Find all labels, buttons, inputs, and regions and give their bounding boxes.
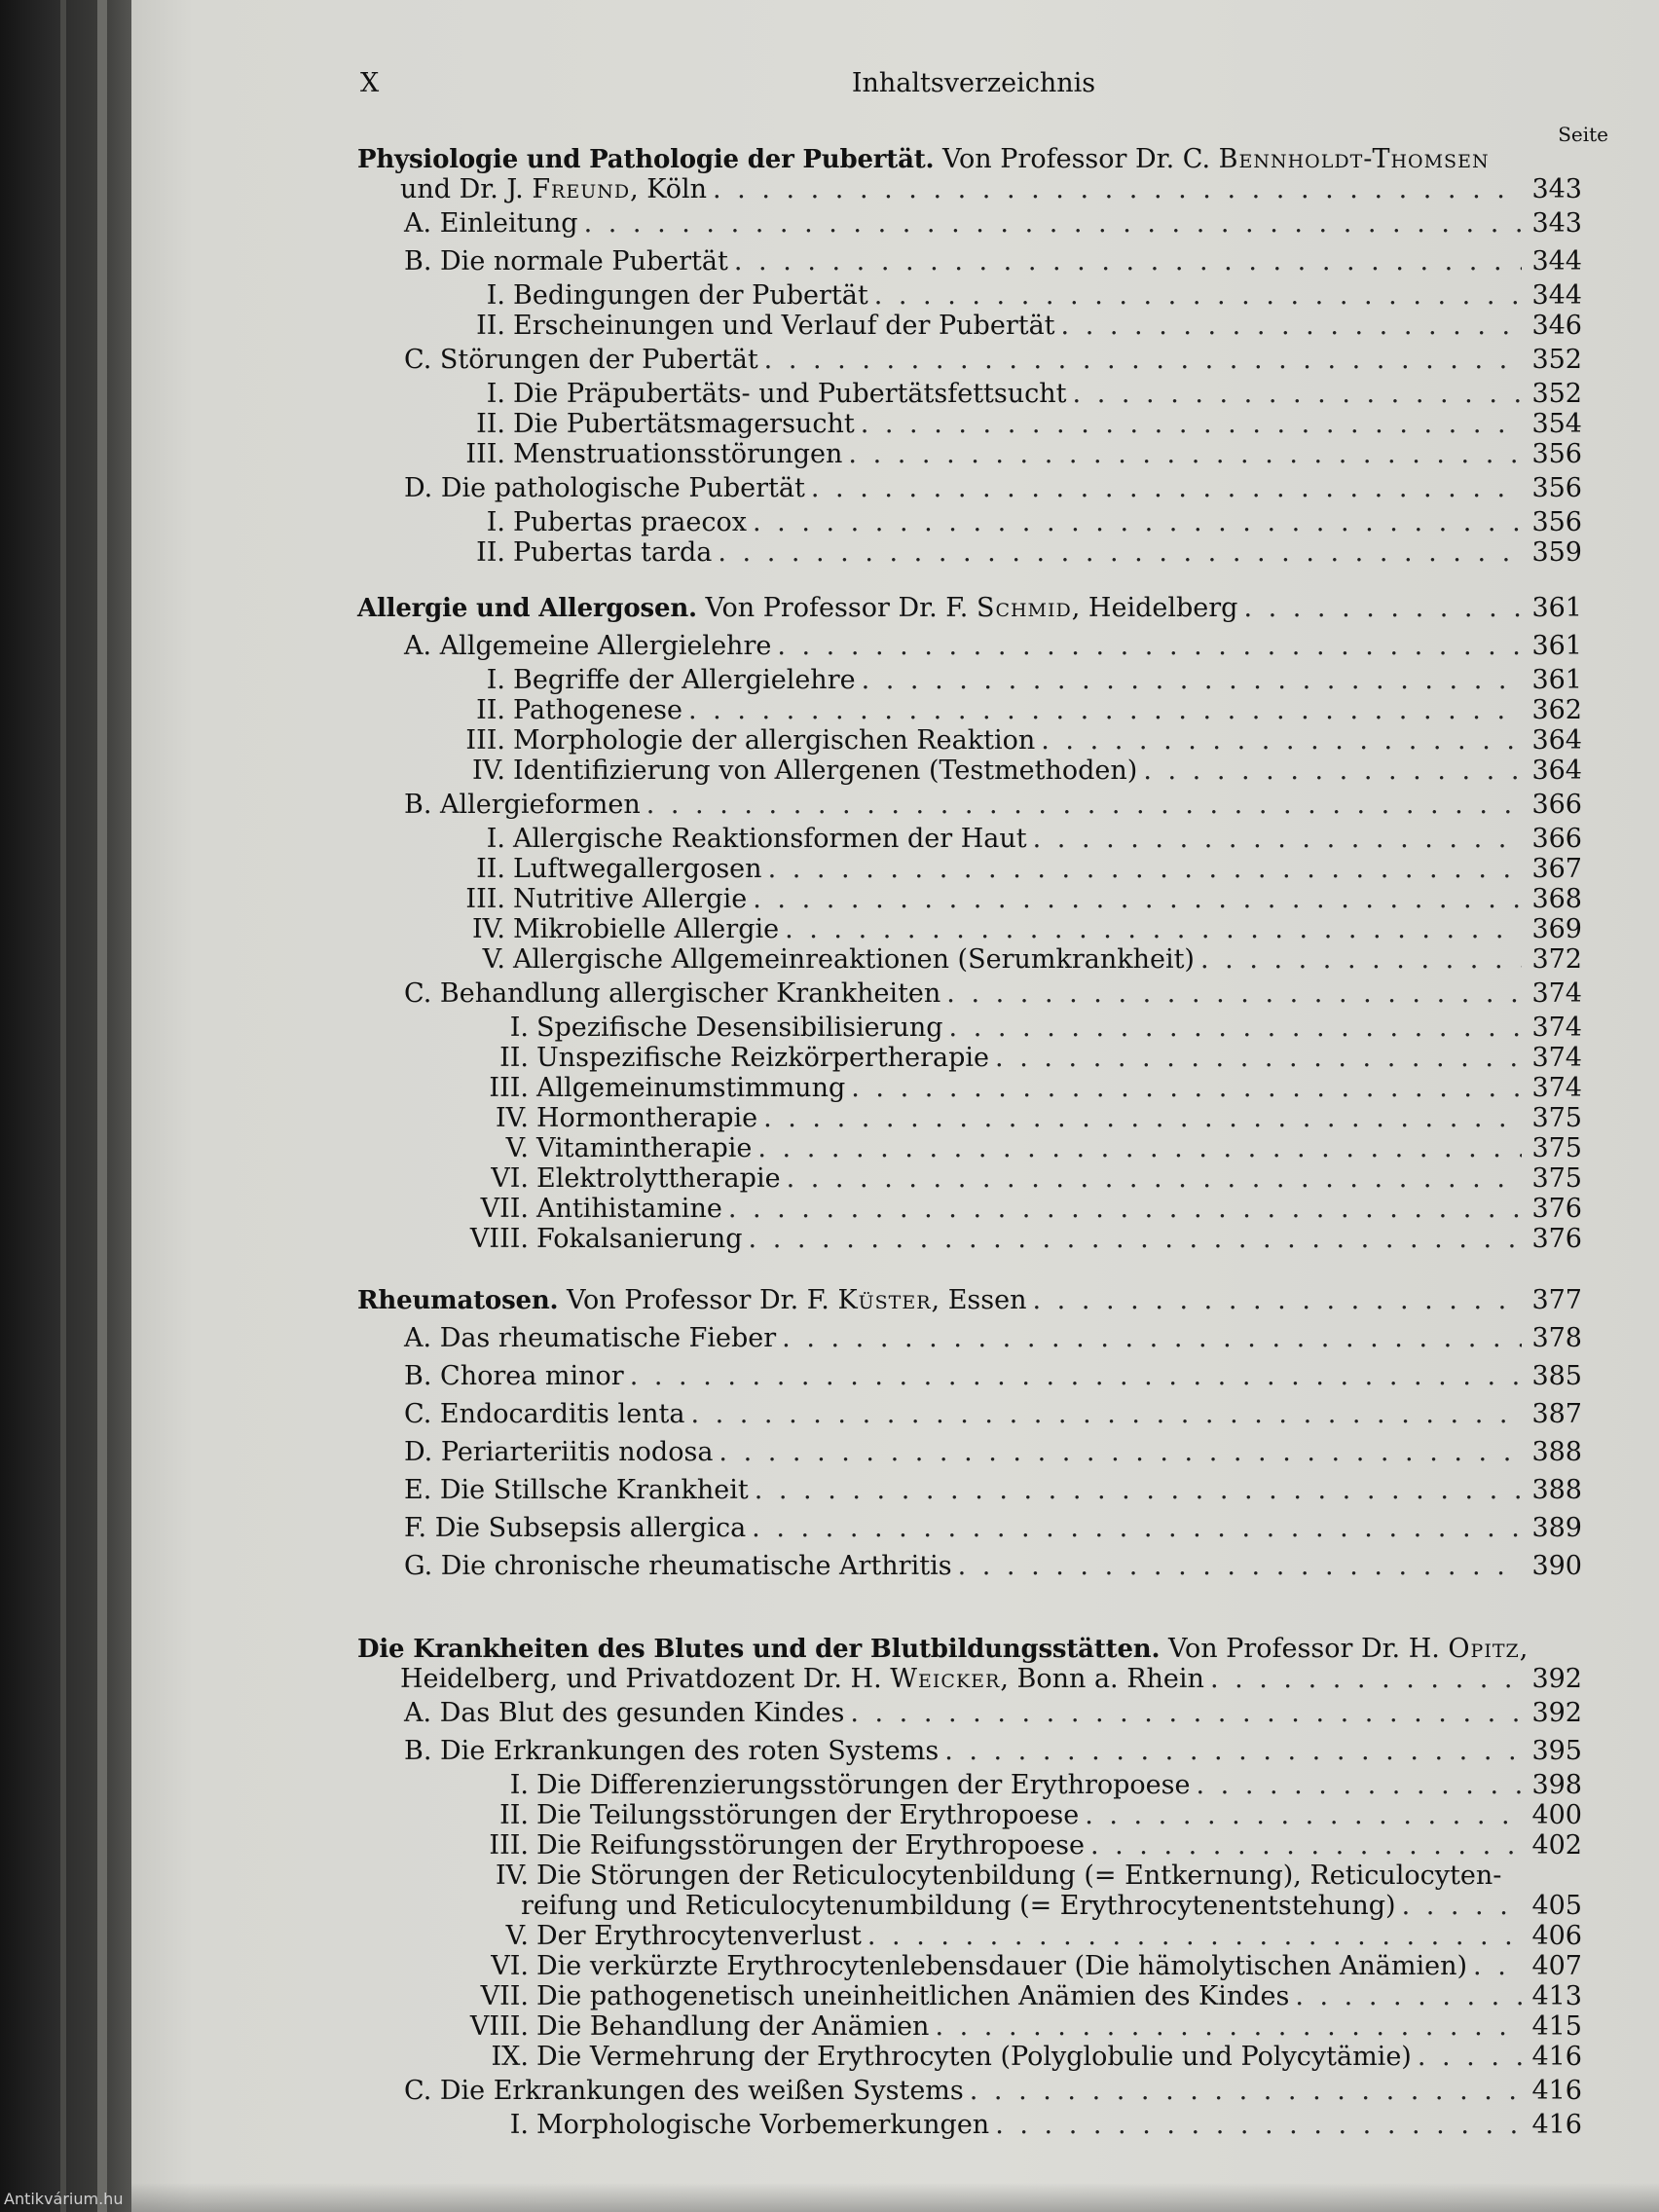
toc-item[interactable]: III. Nutritive Allergie . . . 368 bbox=[357, 884, 1582, 914]
chapter-heading[interactable]: Physiologie und Pathologie der Pubertät. Von Professor Dr. C. Bennholdt-Thomsen bbox=[357, 144, 1490, 174]
page-ref: 361 bbox=[1531, 631, 1582, 661]
toc-section[interactable]: B. Chorea minor . . . 385 bbox=[357, 1357, 1582, 1395]
chapter-allergie bbox=[357, 589, 1582, 1254]
toc-section[interactable]: G. Die chronische rheumatische Arthritis . . . 390 bbox=[357, 1547, 1582, 1585]
toc-section[interactable]: C. Die Erkrankungen des weißen Systems . . . 416 bbox=[357, 2072, 1582, 2110]
page-ref: 413 bbox=[1531, 1981, 1582, 2011]
page-ref: 378 bbox=[1531, 1323, 1582, 1353]
page-ref: 364 bbox=[1531, 725, 1582, 756]
chapter-heading[interactable]: Allergie und Allergosen. Von Professor Dr. F. Schmid, Heidelberg . . . 361 bbox=[357, 589, 1582, 627]
page-ref: 352 bbox=[1531, 379, 1582, 409]
page-ref: 388 bbox=[1531, 1437, 1582, 1467]
page-ref: 416 bbox=[1531, 2076, 1582, 2106]
toc-section[interactable]: E. Die Stillsche Krankheit . . . 388 bbox=[357, 1471, 1582, 1509]
page-ref: 390 bbox=[1531, 1551, 1582, 1581]
page-ref: 356 bbox=[1531, 439, 1582, 469]
author-name: Weicker bbox=[890, 1664, 1001, 1694]
page-ref: 375 bbox=[1531, 1133, 1582, 1163]
chapter-title: Die Krankheiten des Blutes und der Blutbildungsstätten. bbox=[357, 1635, 1161, 1664]
page-title: Inhaltsverzeichnis bbox=[851, 68, 1096, 98]
page-ref: 374 bbox=[1531, 1013, 1582, 1043]
toc-item[interactable]: II. Unspezifische Reizkörpertherapie . . . 374 bbox=[357, 1043, 1582, 1073]
toc-item[interactable]: II. Pathogenese . . . 362 bbox=[357, 695, 1582, 725]
page-ref: 352 bbox=[1531, 345, 1582, 375]
toc-item[interactable]: III. Morphologie der allergischen Reaktion . . . 364 bbox=[357, 725, 1582, 756]
seite-label: Seite bbox=[1558, 123, 1608, 146]
spine-edge bbox=[60, 0, 66, 2212]
toc-item[interactable]: I. Bedingungen der Pubertät . . . 344 bbox=[357, 280, 1582, 311]
page-ref: 392 bbox=[1531, 1664, 1582, 1694]
page-ref: 392 bbox=[1531, 1698, 1582, 1728]
page-ref: 416 bbox=[1531, 2042, 1582, 2072]
toc-item[interactable]: II. Erscheinungen und Verlauf der Pubertät . . . 346 bbox=[357, 311, 1582, 341]
chapter-heading-continuation[interactable]: Heidelberg, und Privatdozent Dr. H. Weicker, Bonn a. Rhein . . . 392 bbox=[357, 1664, 1582, 1694]
toc-item-continuation[interactable]: reifung und Reticulocytenumbildung (= Erythrocytenentstehung) . . . 405 bbox=[357, 1891, 1582, 1921]
chapter-blut bbox=[357, 1634, 1582, 2140]
page-ref: 361 bbox=[1531, 593, 1582, 623]
watermark: Antikvárium.hu bbox=[4, 2190, 124, 2208]
toc-section[interactable]: A. Allgemeine Allergielehre . . . 361 bbox=[357, 627, 1582, 665]
toc-item[interactable]: I. Begriffe der Allergielehre . . . 361 bbox=[357, 665, 1582, 695]
toc-item[interactable]: IV. Die Störungen der Reticulocytenbildung (= Entkernung), Reticulocyten- bbox=[495, 1861, 1502, 1891]
page-ref: 377 bbox=[1531, 1285, 1582, 1315]
page-ref: 376 bbox=[1531, 1224, 1582, 1254]
page-ref: 375 bbox=[1531, 1163, 1582, 1194]
toc-item[interactable]: VI. Elektrolyttherapie . . . 375 bbox=[357, 1163, 1582, 1194]
toc-item[interactable]: IV. Hormontherapie . . . 375 bbox=[357, 1103, 1582, 1133]
toc-item[interactable]: V. Der Erythrocytenverlust . . . 406 bbox=[357, 1921, 1582, 1951]
chapter-title: Allergie und Allergosen. bbox=[357, 594, 697, 623]
page-edge bbox=[97, 0, 107, 2212]
chapter-rheumatosen bbox=[357, 1281, 1582, 1585]
author-name: Bennholdt-Thomsen bbox=[1218, 144, 1490, 174]
toc-item[interactable]: IV. Identifizierung von Allergenen (Testmethoden) . . . 364 bbox=[357, 756, 1582, 786]
toc-section[interactable]: B. Die Erkrankungen des roten Systems . . . 395 bbox=[357, 1732, 1582, 1770]
page-ref: 361 bbox=[1531, 665, 1582, 695]
toc-item[interactable]: II. Die Pubertätsmagersucht . . . 354 bbox=[357, 409, 1582, 439]
page-ref: 400 bbox=[1531, 1800, 1582, 1830]
page-number: X bbox=[360, 68, 380, 98]
toc-item[interactable]: I. Spezifische Desensibilisierung . . . 374 bbox=[357, 1013, 1582, 1043]
page-ref: 387 bbox=[1531, 1399, 1582, 1429]
page-ref: 376 bbox=[1531, 1194, 1582, 1224]
chapter-pubertaet bbox=[357, 144, 1582, 568]
toc-section[interactable]: C. Endocarditis lenta . . . 387 bbox=[357, 1395, 1582, 1433]
toc-item[interactable]: III. Menstruationsstörungen . . . 356 bbox=[357, 439, 1582, 469]
toc-item[interactable]: V. Allergische Allgemeinreaktionen (Serumkrankheit) . . . 372 bbox=[357, 944, 1582, 975]
toc-item[interactable]: I. Die Präpubertäts- und Pubertätsfettsucht . . . 352 bbox=[357, 379, 1582, 409]
page-ref: 385 bbox=[1531, 1361, 1582, 1391]
toc-item[interactable]: VIII. Die Behandlung der Anämien . . . 415 bbox=[357, 2011, 1582, 2042]
toc-section[interactable]: A. Das rheumatische Fieber . . . 378 bbox=[357, 1319, 1582, 1357]
toc-item[interactable]: VI. Die verkürzte Erythrocytenlebensdauer (Die hämolytischen Anämien) . . . 407 bbox=[357, 1951, 1582, 1981]
page-ref: 374 bbox=[1531, 978, 1582, 1009]
toc-section[interactable]: C. Störungen der Pubertät . . . 352 bbox=[357, 341, 1582, 379]
toc-section[interactable]: D. Periarteriitis nodosa . . . 388 bbox=[357, 1433, 1582, 1471]
page-ref: 366 bbox=[1531, 790, 1582, 820]
toc-item[interactable]: IX. Die Vermehrung der Erythrocyten (Polyglobulie und Polycytämie) . . . 416 bbox=[357, 2042, 1582, 2072]
running-header bbox=[360, 68, 1587, 107]
page-ref: 362 bbox=[1531, 695, 1582, 725]
toc-section[interactable]: C. Behandlung allergischer Krankheiten . . . 374 bbox=[357, 975, 1582, 1013]
toc-item[interactable]: I. Pubertas praecox . . . 356 bbox=[357, 507, 1582, 537]
page-ref: 346 bbox=[1531, 311, 1582, 341]
toc-section[interactable]: D. Die pathologische Pubertät . . . 356 bbox=[357, 469, 1582, 507]
author-name: Schmid bbox=[976, 593, 1072, 623]
page-ref: 407 bbox=[1531, 1951, 1582, 1981]
page-ref: 359 bbox=[1531, 537, 1582, 568]
page-ref: 368 bbox=[1531, 884, 1582, 914]
toc-section[interactable]: B. Die normale Pubertät . . . 344 bbox=[357, 242, 1582, 280]
toc-item[interactable]: II. Pubertas tarda . . . 359 bbox=[357, 537, 1582, 568]
page-ref: 374 bbox=[1531, 1043, 1582, 1073]
table-of-contents bbox=[357, 144, 1582, 2140]
chapter-title: Rheumatosen. bbox=[357, 1286, 559, 1315]
page-ref: 356 bbox=[1531, 507, 1582, 537]
page-ref: 369 bbox=[1531, 914, 1582, 944]
toc-item[interactable]: II. Luftwegallergosen . . . 367 bbox=[357, 854, 1582, 884]
page-ref: 356 bbox=[1531, 473, 1582, 503]
toc-section[interactable]: B. Allergieformen . . . 366 bbox=[357, 786, 1582, 824]
author-name: Küster bbox=[837, 1285, 932, 1315]
toc-item[interactable]: III. Allgemeinumstimmung . . . 374 bbox=[357, 1073, 1582, 1103]
toc-item[interactable]: IV. Mikrobielle Allergie . . . 369 bbox=[357, 914, 1582, 944]
page-ref: 344 bbox=[1531, 246, 1582, 276]
page-ref: 402 bbox=[1531, 1830, 1582, 1861]
toc-item[interactable]: VII. Antihistamine . . . 376 bbox=[357, 1194, 1582, 1224]
page-ref: 372 bbox=[1531, 944, 1582, 975]
page-ref: 388 bbox=[1531, 1475, 1582, 1505]
chapter-heading-continuation[interactable]: und Dr. J. Freund, Köln . . . 343 bbox=[357, 174, 1582, 204]
toc-item[interactable]: I. Morphologische Vorbemerkungen . . . 416 bbox=[357, 2110, 1582, 2140]
page-ref: 367 bbox=[1531, 854, 1582, 884]
toc-item[interactable]: VIII. Fokalsanierung . . . 376 bbox=[357, 1224, 1582, 1254]
toc-item[interactable]: V. Vitamintherapie . . . 375 bbox=[357, 1133, 1582, 1163]
chapter-heading[interactable]: Die Krankheiten des Blutes und der Blutbildungsstätten. Von Professor Dr. H. Opitz, bbox=[357, 1634, 1529, 1664]
toc-section[interactable]: F. Die Subsepsis allergica . . . 389 bbox=[357, 1509, 1582, 1547]
page-ref: 395 bbox=[1531, 1736, 1582, 1766]
toc-section[interactable]: A. Das Blut des gesunden Kindes . . . 392 bbox=[357, 1694, 1582, 1732]
page-ref: 374 bbox=[1531, 1073, 1582, 1103]
chapter-heading[interactable]: Rheumatosen. Von Professor Dr. F. Küster, Essen . . . 377 bbox=[357, 1281, 1582, 1319]
page-ref: 416 bbox=[1531, 2110, 1582, 2140]
page-ref: 405 bbox=[1531, 1891, 1582, 1921]
page-ref: 354 bbox=[1531, 409, 1582, 439]
toc-item[interactable]: III. Die Reifungsstörungen der Erythropoese . . . 402 bbox=[357, 1830, 1582, 1861]
toc-item[interactable]: I. Allergische Reaktionsformen der Haut . . . 366 bbox=[357, 824, 1582, 854]
page-ref: 344 bbox=[1531, 280, 1582, 311]
author-name: Freund bbox=[532, 174, 631, 204]
page-ref: 343 bbox=[1531, 174, 1582, 204]
page-ref: 375 bbox=[1531, 1103, 1582, 1133]
page-ref: 406 bbox=[1531, 1921, 1582, 1951]
toc-item[interactable]: II. Die Teilungsstörungen der Erythropoese . . . 400 bbox=[357, 1800, 1582, 1830]
page-ref: 415 bbox=[1531, 2011, 1582, 2042]
chapter-title: Physiologie und Pathologie der Pubertät. bbox=[357, 145, 935, 174]
page-ref: 343 bbox=[1531, 208, 1582, 239]
toc-section[interactable]: A. Einleitung . . . 343 bbox=[357, 204, 1582, 242]
author-name: Opitz bbox=[1448, 1634, 1520, 1664]
page-bottom-shadow bbox=[131, 2183, 1659, 2212]
page-ref: 398 bbox=[1531, 1770, 1582, 1800]
page-ref: 366 bbox=[1531, 824, 1582, 854]
page-ref: 364 bbox=[1531, 756, 1582, 786]
toc-item[interactable]: I. Die Differenzierungsstörungen der Erythropoese . . . 398 bbox=[357, 1770, 1582, 1800]
page-ref: 389 bbox=[1531, 1513, 1582, 1543]
toc-item[interactable]: VII. Die pathogenetisch uneinheitlichen Anämien des Kindes . . . 413 bbox=[357, 1981, 1582, 2011]
